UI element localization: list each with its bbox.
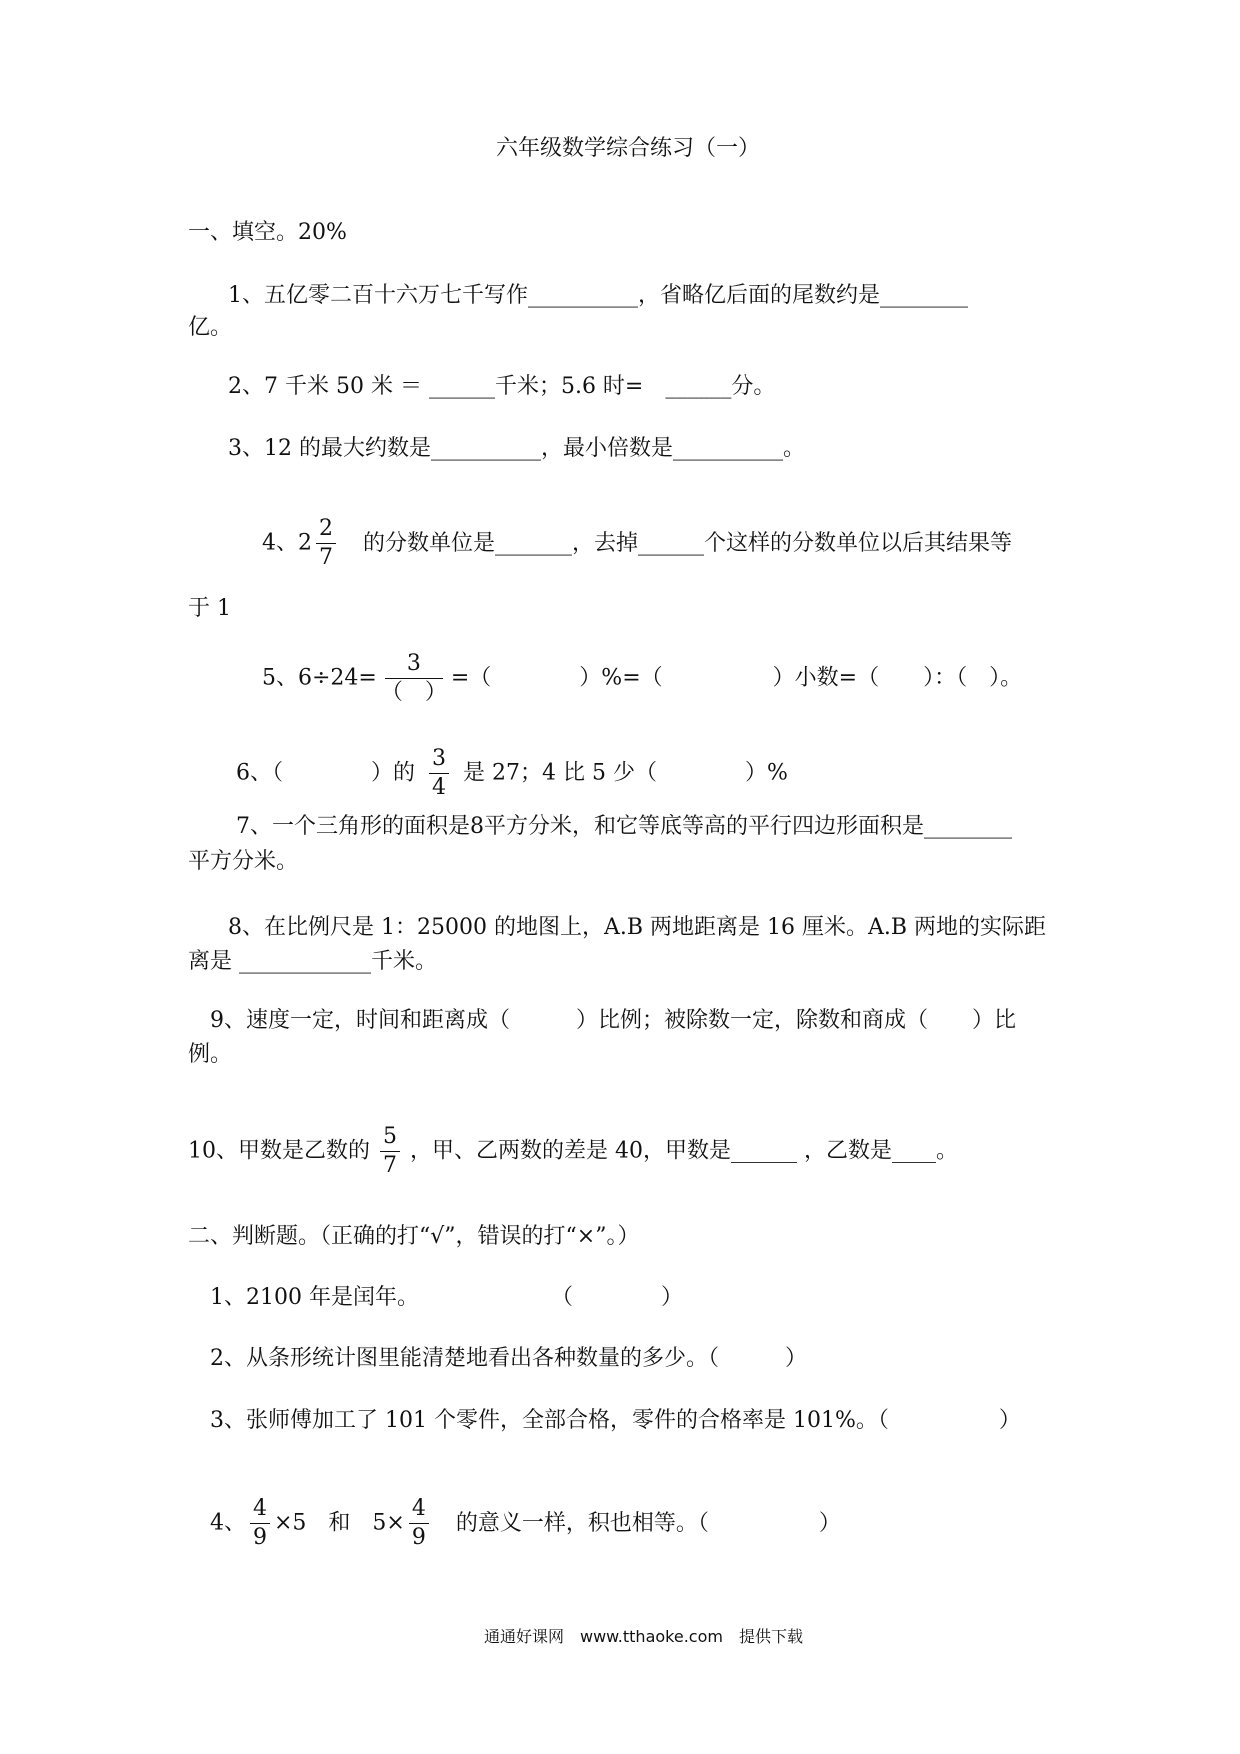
judgement-4 [210, 1498, 841, 1549]
question-4-prefix: 4、 [262, 530, 298, 556]
judgement-2: 2、从条形统计图里能清楚地看出各种数量的多少。（ ） [210, 1346, 807, 1371]
question-10-prefix: 10、甲数是乙数的 [188, 1138, 370, 1164]
judgement-1: 1、2100 年是闰年。 （ ） [210, 1285, 683, 1310]
judgement-3: 3、张师傅加工了 101 个零件，全部合格，零件的合格率是 101%。（ ） [210, 1408, 1021, 1433]
question-9-line-1: 9、速度一定，时间和距离成（ ）比例；被除数一定，除数和商成（ ）比 [210, 1008, 1016, 1033]
question-3: 3、12 的最大约数是__________，最小倍数是__________。 [228, 436, 805, 461]
page-title: 六年级数学综合练习（一） [496, 136, 761, 161]
fraction-5-7 [380, 1126, 400, 1177]
fraction-3-blank [381, 653, 447, 704]
fraction-numerator: 5 [380, 1126, 400, 1152]
question-10 [188, 1126, 958, 1177]
question-6 [236, 748, 788, 799]
question-10-text: ，甲、乙两数的差是 40，甲数是______ ，乙数是____。 [410, 1138, 958, 1164]
question-8-line-1: 8、在比例尺是 1：25000 的地图上，A.B 两地距离是 16 厘米。A.B 两地的实际距 [228, 915, 1047, 940]
section-2-heading: 二、判断题。（正确的打“√”，错误的打“×”。） [188, 1224, 640, 1249]
question-7-line-1: 7、一个三角形的面积是8平方分米，和它等底等高的平行四边形面积是________ [236, 814, 1012, 839]
fraction-denominator: （ ） [380, 680, 447, 705]
fraction-numerator: 2 [316, 518, 336, 544]
question-5-prefix: 5、6÷24= [262, 665, 377, 691]
footer-credit: 通通好课网 www.tthaoke.com 提供下载 [484, 1627, 803, 1646]
section-1-heading: 一、填空。20% [188, 220, 347, 245]
question-8-line-2: 离是 ____________千米。 [188, 949, 437, 974]
judgement-4-middle: ×5 和 5× [274, 1510, 405, 1536]
question-5-text: =（ ）%=（ ）小数=（ ）：（ ）。 [450, 665, 1023, 691]
question-6-prefix: 6、（ ）的 [236, 760, 415, 786]
question-2: 2、7 千米 50 米 ＝ ______千米；5.6 时= ______分。 [228, 374, 776, 399]
question-6-text: 是 27；4 比 5 少（ ）% [463, 760, 788, 786]
question-1-line-1: 1、五亿零二百十六万七千写作__________，省略亿后面的尾数约是________ [228, 283, 968, 308]
judgement-4-prefix: 4、 [210, 1510, 246, 1536]
fraction-denominator: 7 [383, 1153, 397, 1178]
fraction-4-9-second [409, 1498, 429, 1549]
mixed-number-whole: 2 [298, 530, 312, 556]
fraction-numerator: 4 [250, 1498, 270, 1524]
question-9-line-2: 例。 [188, 1042, 233, 1067]
fraction-numerator: 3 [385, 653, 443, 679]
question-4 [262, 518, 1012, 569]
fraction-numerator: 3 [429, 748, 449, 774]
fraction-2-7 [316, 518, 336, 569]
question-4-text: 的分数单位是_______，去掉______个这样的分数单位以后其结果等 [363, 530, 1013, 556]
fraction-denominator: 4 [432, 775, 446, 800]
question-4-continuation: 于 1 [188, 596, 231, 621]
fraction-denominator: 9 [411, 1525, 426, 1550]
judgement-4-text: 的意义一样，积也相等。（ ） [455, 1510, 841, 1536]
question-1-line-2: 亿。 [188, 315, 233, 340]
question-5 [262, 653, 1022, 704]
fraction-3-4 [429, 748, 449, 799]
fraction-4-9 [250, 1498, 270, 1549]
question-7-line-2: 平方分米。 [188, 849, 299, 874]
fraction-numerator: 4 [409, 1498, 429, 1524]
fraction-denominator: 9 [253, 1525, 267, 1550]
fraction-denominator: 7 [319, 545, 333, 570]
